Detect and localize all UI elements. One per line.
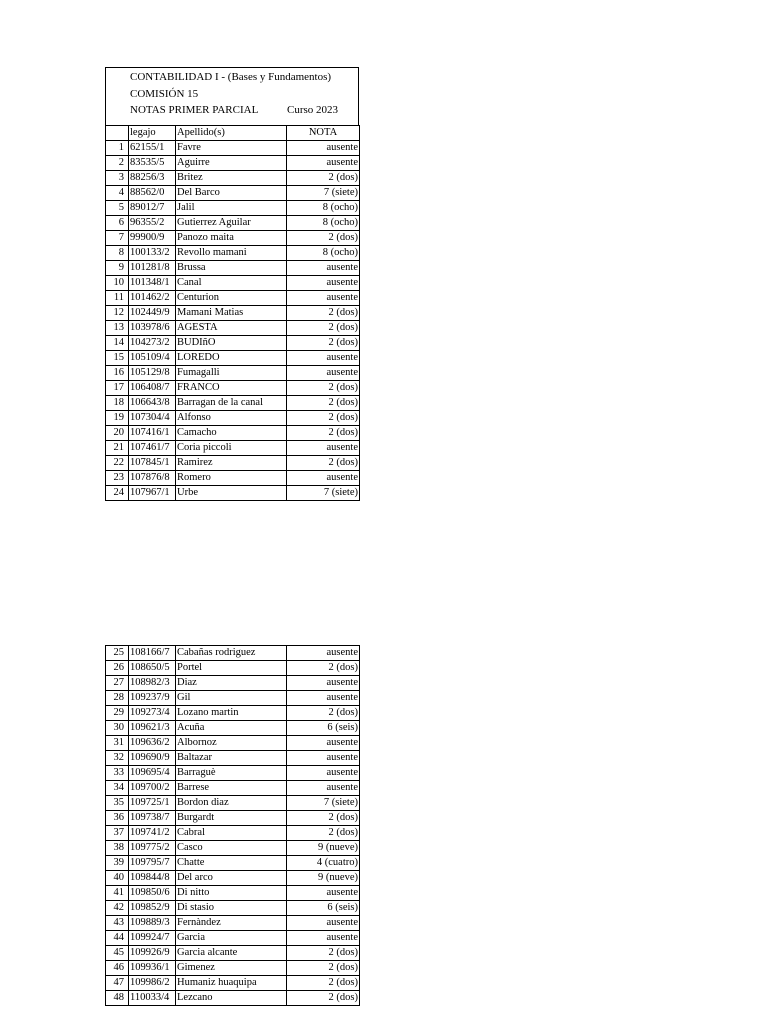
- row-legajo: 108650/5: [129, 661, 176, 676]
- row-apellido: Aguirre: [176, 156, 287, 171]
- row-apellido: FRANCO: [176, 381, 287, 396]
- row-apellido: Burgardt: [176, 811, 287, 826]
- table-row: [106, 261, 360, 276]
- row-number: 23: [106, 471, 129, 486]
- row-number: 46: [106, 961, 129, 976]
- row-number: 1: [106, 141, 129, 156]
- row-number: 27: [106, 676, 129, 691]
- row-apellido: Jalil: [176, 201, 287, 216]
- row-apellido: Diaz: [176, 676, 287, 691]
- row-number: 21: [106, 441, 129, 456]
- row-legajo: 109936/1: [129, 961, 176, 976]
- row-nota: 2 (dos): [287, 381, 360, 396]
- header-apellido: Apellido(s): [176, 126, 287, 141]
- table-row: [106, 456, 360, 471]
- row-nota: 2 (dos): [287, 976, 360, 991]
- row-number: 3: [106, 171, 129, 186]
- table-row: [106, 856, 360, 871]
- row-nota: 6 (seis): [287, 901, 360, 916]
- table-row: [106, 841, 360, 856]
- table-row: [106, 276, 360, 291]
- row-number: 2: [106, 156, 129, 171]
- table-row: [106, 156, 360, 171]
- row-number: 32: [106, 751, 129, 766]
- row-legajo: 105109/4: [129, 351, 176, 366]
- row-legajo: 107304/4: [129, 411, 176, 426]
- row-number: 28: [106, 691, 129, 706]
- commission-label: COMISIÓN 15: [130, 87, 199, 100]
- row-legajo: 109700/2: [129, 781, 176, 796]
- row-apellido: Di nitto: [176, 886, 287, 901]
- table-row: [106, 246, 360, 261]
- table-row: [106, 661, 360, 676]
- row-legajo: 109621/3: [129, 721, 176, 736]
- row-legajo: 109690/9: [129, 751, 176, 766]
- row-number: 29: [106, 706, 129, 721]
- course-year: Curso 2023: [287, 104, 339, 116]
- row-nota: 2 (dos): [287, 946, 360, 961]
- row-apellido: Coria piccoli: [176, 441, 287, 456]
- row-apellido: Barraguè: [176, 766, 287, 781]
- row-number: 8: [106, 246, 129, 261]
- row-number: 35: [106, 796, 129, 811]
- row-nota: ausente: [287, 261, 360, 276]
- row-nota: 2 (dos): [287, 336, 360, 351]
- row-nota: ausente: [287, 751, 360, 766]
- row-apellido: Barragan de la canal: [176, 396, 287, 411]
- table-row: [106, 231, 360, 246]
- row-nota: ausente: [287, 736, 360, 751]
- row-legajo: 106643/8: [129, 396, 176, 411]
- row-number: 48: [106, 991, 129, 1006]
- row-number: 24: [106, 486, 129, 501]
- row-apellido: Revollo mamani: [176, 246, 287, 261]
- table-row: [106, 216, 360, 231]
- row-number: 36: [106, 811, 129, 826]
- row-number: 30: [106, 721, 129, 736]
- table-row: [106, 991, 360, 1006]
- row-apellido: Panozo maita: [176, 231, 287, 246]
- table-row: [106, 171, 360, 186]
- row-apellido: Canal: [176, 276, 287, 291]
- table-row: [106, 321, 360, 336]
- row-legajo: 109986/2: [129, 976, 176, 991]
- row-number: 41: [106, 886, 129, 901]
- grades-table: [105, 125, 360, 501]
- row-nota: 2 (dos): [287, 661, 360, 676]
- table-row: [106, 186, 360, 201]
- table-row: [106, 381, 360, 396]
- row-number: 11: [106, 291, 129, 306]
- row-nota: ausente: [287, 691, 360, 706]
- row-nota: 8 (ocho): [287, 216, 360, 231]
- table-row: [106, 751, 360, 766]
- row-apellido: Di stasio: [176, 901, 287, 916]
- row-legajo: 109924/7: [129, 931, 176, 946]
- row-number: 40: [106, 871, 129, 886]
- row-nota: 7 (siete): [287, 486, 360, 501]
- row-legajo: 88562/0: [129, 186, 176, 201]
- row-apellido: LOREDO: [176, 351, 287, 366]
- table-row: [106, 781, 360, 796]
- exam-title: NOTAS PRIMER PARCIAL: [130, 104, 259, 116]
- row-apellido: Bordon diaz: [176, 796, 287, 811]
- row-legajo: 109237/9: [129, 691, 176, 706]
- row-apellido: Urbe: [176, 486, 287, 501]
- row-number: 37: [106, 826, 129, 841]
- row-apellido: Del arco: [176, 871, 287, 886]
- table-row: [106, 736, 360, 751]
- row-number: 26: [106, 661, 129, 676]
- row-nota: 6 (seis): [287, 721, 360, 736]
- row-nota: ausente: [287, 291, 360, 306]
- row-apellido: Alfonso: [176, 411, 287, 426]
- row-nota: ausente: [287, 931, 360, 946]
- row-legajo: 107845/1: [129, 456, 176, 471]
- row-number: 13: [106, 321, 129, 336]
- row-apellido: Ramirez: [176, 456, 287, 471]
- row-legajo: 110033/4: [129, 991, 176, 1006]
- row-nota: 2 (dos): [287, 171, 360, 186]
- row-legajo: 89012/7: [129, 201, 176, 216]
- row-number: 31: [106, 736, 129, 751]
- row-number: 18: [106, 396, 129, 411]
- row-number: 38: [106, 841, 129, 856]
- row-nota: 2 (dos): [287, 991, 360, 1006]
- row-legajo: 109636/2: [129, 736, 176, 751]
- header-legajo: legajo: [129, 126, 176, 141]
- row-nota: ausente: [287, 676, 360, 691]
- row-nota: ausente: [287, 351, 360, 366]
- row-apellido: Favre: [176, 141, 287, 156]
- row-number: 6: [106, 216, 129, 231]
- table-row: [106, 706, 360, 721]
- row-apellido: BUDIñO: [176, 336, 287, 351]
- row-apellido: Britez: [176, 171, 287, 186]
- row-nota: 7 (siete): [287, 796, 360, 811]
- row-legajo: 104273/2: [129, 336, 176, 351]
- row-nota: ausente: [287, 276, 360, 291]
- row-legajo: 109852/9: [129, 901, 176, 916]
- row-nota: ausente: [287, 441, 360, 456]
- row-legajo: 62155/1: [129, 141, 176, 156]
- row-legajo: 109889/3: [129, 916, 176, 931]
- table-row: [106, 646, 360, 661]
- row-legajo: 102449/9: [129, 306, 176, 321]
- row-nota: 2 (dos): [287, 306, 360, 321]
- header-nota: NOTA: [287, 126, 360, 141]
- row-legajo: 99900/9: [129, 231, 176, 246]
- row-number: 9: [106, 261, 129, 276]
- row-legajo: 100133/2: [129, 246, 176, 261]
- row-apellido: Humaniz huaquipa: [176, 976, 287, 991]
- row-nota: ausente: [287, 916, 360, 931]
- row-number: 42: [106, 901, 129, 916]
- table-row: [106, 471, 360, 486]
- table-row: [106, 721, 360, 736]
- row-number: 5: [106, 201, 129, 216]
- row-nota: 7 (siete): [287, 186, 360, 201]
- table-row: [106, 336, 360, 351]
- row-apellido: Camacho: [176, 426, 287, 441]
- row-nota: ausente: [287, 471, 360, 486]
- table-row: [106, 871, 360, 886]
- row-apellido: Mamani Matias: [176, 306, 287, 321]
- table-row: [106, 396, 360, 411]
- table-row: [106, 886, 360, 901]
- row-nota: ausente: [287, 156, 360, 171]
- row-apellido: Gimenez: [176, 961, 287, 976]
- grades-sheet-page-2: [105, 645, 359, 1006]
- table-row: [106, 766, 360, 781]
- row-number: 20: [106, 426, 129, 441]
- row-nota: 2 (dos): [287, 396, 360, 411]
- row-legajo: 109741/2: [129, 826, 176, 841]
- row-legajo: 88256/3: [129, 171, 176, 186]
- row-nota: 8 (ocho): [287, 201, 360, 216]
- row-legajo: 83535/5: [129, 156, 176, 171]
- row-number: 34: [106, 781, 129, 796]
- row-number: 17: [106, 381, 129, 396]
- row-apellido: Cabañas rodriguez: [176, 646, 287, 661]
- row-apellido: Baltazar: [176, 751, 287, 766]
- row-apellido: Lozano martin: [176, 706, 287, 721]
- row-nota: ausente: [287, 141, 360, 156]
- row-legajo: 109775/2: [129, 841, 176, 856]
- row-legajo: 108982/3: [129, 676, 176, 691]
- grades-table: [105, 645, 360, 1006]
- row-nota: 2 (dos): [287, 706, 360, 721]
- row-legajo: 103978/6: [129, 321, 176, 336]
- row-legajo: 109738/7: [129, 811, 176, 826]
- row-apellido: Gutierrez Aguilar: [176, 216, 287, 231]
- row-apellido: Fernàndez: [176, 916, 287, 931]
- row-number: 15: [106, 351, 129, 366]
- row-apellido: Romero: [176, 471, 287, 486]
- table-row: [106, 961, 360, 976]
- row-nota: 9 (nueve): [287, 841, 360, 856]
- row-nota: 2 (dos): [287, 456, 360, 471]
- table-row: [106, 351, 360, 366]
- row-apellido: Lezcano: [176, 991, 287, 1006]
- row-nota: ausente: [287, 366, 360, 381]
- row-nota: 4 (cuatro): [287, 856, 360, 871]
- row-legajo: 96355/2: [129, 216, 176, 231]
- row-legajo: 101462/2: [129, 291, 176, 306]
- row-number: 45: [106, 946, 129, 961]
- row-legajo: 109926/9: [129, 946, 176, 961]
- row-apellido: Del Barco: [176, 186, 287, 201]
- row-legajo: 101348/1: [129, 276, 176, 291]
- table-row: [106, 141, 360, 156]
- table-row: [106, 441, 360, 456]
- row-legajo: 109695/4: [129, 766, 176, 781]
- row-number: 22: [106, 456, 129, 471]
- table-row: [106, 486, 360, 501]
- row-nota: ausente: [287, 646, 360, 661]
- row-number: 10: [106, 276, 129, 291]
- table-row: [106, 976, 360, 991]
- row-legajo: 109273/4: [129, 706, 176, 721]
- row-legajo: 108166/7: [129, 646, 176, 661]
- row-number: 25: [106, 646, 129, 661]
- row-nota: 2 (dos): [287, 321, 360, 336]
- row-apellido: Centurion: [176, 291, 287, 306]
- sheet-header: [105, 67, 359, 125]
- row-apellido: Acuña: [176, 721, 287, 736]
- row-nota: ausente: [287, 766, 360, 781]
- row-legajo: 107876/8: [129, 471, 176, 486]
- row-nota: 2 (dos): [287, 426, 360, 441]
- row-number: 43: [106, 916, 129, 931]
- table-row: [106, 291, 360, 306]
- table-row: [106, 201, 360, 216]
- table-row: [106, 916, 360, 931]
- row-apellido: Portel: [176, 661, 287, 676]
- row-apellido: Casco: [176, 841, 287, 856]
- row-apellido: Gil: [176, 691, 287, 706]
- table-row: [106, 366, 360, 381]
- row-number: 47: [106, 976, 129, 991]
- table-row: [106, 946, 360, 961]
- grades-sheet-page-1: [105, 67, 359, 501]
- row-number: 16: [106, 366, 129, 381]
- row-nota: 2 (dos): [287, 826, 360, 841]
- row-legajo: 109850/6: [129, 886, 176, 901]
- row-legajo: 106408/7: [129, 381, 176, 396]
- row-number: 33: [106, 766, 129, 781]
- table-row: [106, 901, 360, 916]
- row-legajo: 109725/1: [129, 796, 176, 811]
- row-nota: 2 (dos): [287, 961, 360, 976]
- table-row: [106, 306, 360, 321]
- row-nota: 9 (nueve): [287, 871, 360, 886]
- row-apellido: Garcia alcante: [176, 946, 287, 961]
- row-legajo: 109844/8: [129, 871, 176, 886]
- row-legajo: 105129/8: [129, 366, 176, 381]
- row-nota: 2 (dos): [287, 411, 360, 426]
- row-legajo: 101281/8: [129, 261, 176, 276]
- row-legajo: 109795/7: [129, 856, 176, 871]
- row-apellido: Barrese: [176, 781, 287, 796]
- row-number: 4: [106, 186, 129, 201]
- row-apellido: Garcia: [176, 931, 287, 946]
- row-number: 7: [106, 231, 129, 246]
- row-number: 14: [106, 336, 129, 351]
- row-apellido: Cabral: [176, 826, 287, 841]
- row-legajo: 107416/1: [129, 426, 176, 441]
- row-apellido: Fumagalli: [176, 366, 287, 381]
- row-number: 39: [106, 856, 129, 871]
- row-nota: 2 (dos): [287, 231, 360, 246]
- row-nota: 8 (ocho): [287, 246, 360, 261]
- table-row: [106, 931, 360, 946]
- table-row: [106, 796, 360, 811]
- table-row: [106, 411, 360, 426]
- header-num: [106, 126, 129, 141]
- table-row: [106, 811, 360, 826]
- table-header-row: [106, 126, 360, 141]
- row-apellido: Brussa: [176, 261, 287, 276]
- table-row: [106, 676, 360, 691]
- row-number: 19: [106, 411, 129, 426]
- row-legajo: 107967/1: [129, 486, 176, 501]
- row-number: 12: [106, 306, 129, 321]
- table-row: [106, 826, 360, 841]
- row-nota: ausente: [287, 886, 360, 901]
- table-row: [106, 426, 360, 441]
- row-nota: 2 (dos): [287, 811, 360, 826]
- row-number: 44: [106, 931, 129, 946]
- row-legajo: 107461/7: [129, 441, 176, 456]
- row-apellido: AGESTA: [176, 321, 287, 336]
- row-apellido: Chatte: [176, 856, 287, 871]
- table-row: [106, 691, 360, 706]
- course-title: CONTABILIDAD I - (Bases y Fundamentos): [130, 71, 332, 83]
- row-nota: ausente: [287, 781, 360, 796]
- row-apellido: Albornoz: [176, 736, 287, 751]
